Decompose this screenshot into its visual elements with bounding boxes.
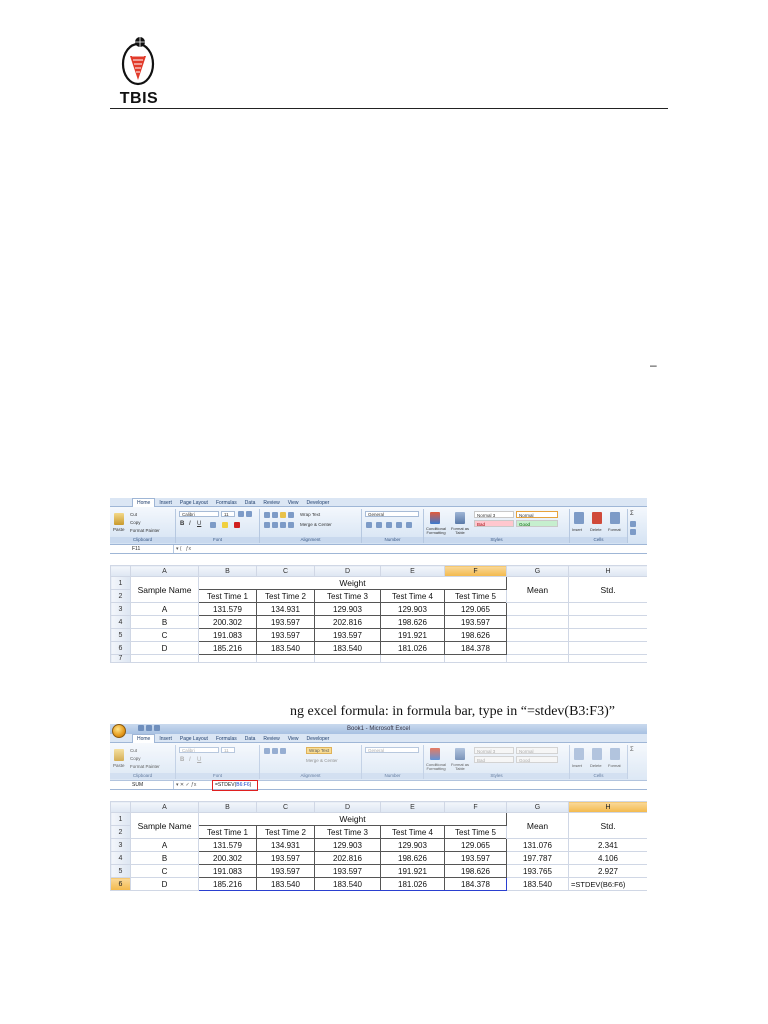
undo-icon[interactable] xyxy=(146,725,152,731)
sample-name-header[interactable]: Sample Name xyxy=(131,813,199,839)
value-cell[interactable]: 202.816 xyxy=(315,616,381,629)
cut-button[interactable]: Cut xyxy=(130,512,138,517)
value-cell[interactable]: 131.579 xyxy=(199,603,257,616)
format-button[interactable]: Format xyxy=(608,527,621,532)
table-row xyxy=(111,577,648,590)
row-header[interactable]: 6 xyxy=(111,878,131,891)
save-icon[interactable] xyxy=(138,725,144,731)
align-middle-icon[interactable] xyxy=(272,512,278,518)
value-cell[interactable]: 184.378 xyxy=(445,878,507,891)
delete-button[interactable]: Delete xyxy=(590,763,602,768)
tab-home[interactable]: Home xyxy=(132,734,155,743)
clipboard-group xyxy=(110,745,176,779)
excel-screenshot-2 xyxy=(110,724,647,906)
row-header[interactable]: 2 xyxy=(111,590,131,603)
style-bad[interactable]: Bad xyxy=(474,520,514,527)
paste-label: Paste xyxy=(113,763,125,768)
tab-view[interactable]: View xyxy=(287,736,299,742)
styles-label: Styles xyxy=(424,773,569,779)
window-title-bar xyxy=(110,724,647,734)
formula-prefix: =STDEV( xyxy=(215,782,237,788)
delete-cells-icon[interactable] xyxy=(592,512,602,524)
value-cell[interactable]: 200.302 xyxy=(199,852,257,865)
clear-icon[interactable] xyxy=(630,529,636,535)
orientation-icon[interactable] xyxy=(288,512,294,518)
ribbon xyxy=(110,507,647,545)
sample-name-cell[interactable]: C xyxy=(131,865,199,878)
value-cell[interactable]: 183.540 xyxy=(257,642,315,655)
test-time-header[interactable]: Test Time 2 xyxy=(257,826,315,839)
row-header[interactable]: 7 xyxy=(111,655,131,663)
mean-cell[interactable]: 131.076 xyxy=(507,839,569,852)
format-as-table-icon[interactable] xyxy=(455,748,465,760)
table-row xyxy=(111,852,648,865)
value-cell[interactable]: 183.540 xyxy=(315,642,381,655)
comma-icon[interactable] xyxy=(386,522,392,528)
table-row xyxy=(111,655,648,663)
test-time-header[interactable]: Test Time 1 xyxy=(199,590,257,603)
align-bottom-icon[interactable] xyxy=(280,512,286,518)
style-bad[interactable]: Bad xyxy=(474,756,514,763)
borders-icon[interactable] xyxy=(210,522,216,528)
format-as-table-button[interactable]: Format as Table xyxy=(450,762,469,771)
number-format-select[interactable]: General xyxy=(365,747,419,753)
value-cell[interactable]: 185.216 xyxy=(199,878,257,891)
value-cell[interactable]: 198.626 xyxy=(445,865,507,878)
tab-review[interactable]: Review xyxy=(263,736,280,742)
sample-name-cell[interactable]: A xyxy=(131,839,199,852)
cells-group xyxy=(570,509,628,543)
column-header-f[interactable]: F xyxy=(445,566,507,577)
select-all-corner[interactable] xyxy=(111,802,131,813)
column-header-e[interactable]: E xyxy=(381,566,445,577)
editing-group xyxy=(628,509,647,543)
mean-cell[interactable]: 197.787 xyxy=(507,852,569,865)
row-header[interactable]: 5 xyxy=(111,629,131,642)
shrink-font-icon[interactable] xyxy=(246,511,252,517)
empty-cell[interactable] xyxy=(257,655,315,663)
sample-name-cell[interactable]: C xyxy=(131,629,199,642)
grow-font-icon[interactable] xyxy=(238,511,244,517)
tab-data[interactable]: Data xyxy=(244,500,256,506)
cut-button[interactable]: Cut xyxy=(130,748,138,753)
merge-center-button[interactable]: Merge & Center xyxy=(300,522,332,527)
value-cell[interactable]: 198.626 xyxy=(381,852,445,865)
value-cell[interactable]: 193.597 xyxy=(257,616,315,629)
column-header-row xyxy=(111,566,648,577)
value-cell[interactable]: 131.579 xyxy=(199,839,257,852)
formula-input[interactable] xyxy=(212,545,258,554)
redo-icon[interactable] xyxy=(154,725,160,731)
alignment-group xyxy=(260,509,362,543)
formula-suffix: ) xyxy=(249,782,252,788)
name-box[interactable]: SUM xyxy=(110,781,174,789)
std-cell[interactable]: 4.106 xyxy=(569,852,648,865)
empty-cell[interactable] xyxy=(131,655,199,663)
row-header[interactable]: 4 xyxy=(111,852,131,865)
row-header[interactable]: 6 xyxy=(111,642,131,655)
font-label: Font xyxy=(176,773,259,779)
format-button[interactable]: Format xyxy=(608,763,621,768)
underline-icon[interactable]: U xyxy=(197,521,202,527)
sample-name-cell[interactable]: D xyxy=(131,642,199,655)
increase-decimal-icon[interactable] xyxy=(396,522,402,528)
bold-icon[interactable]: B xyxy=(180,757,185,763)
alignment-label: Alignment xyxy=(260,537,361,543)
table-row xyxy=(111,865,648,878)
tab-view[interactable]: View xyxy=(287,500,299,506)
row-header[interactable]: 3 xyxy=(111,839,131,852)
std-cell[interactable] xyxy=(569,642,648,655)
column-header-d[interactable]: D xyxy=(315,802,381,813)
header-divider xyxy=(110,108,668,109)
value-cell[interactable]: 185.216 xyxy=(199,642,257,655)
row-header[interactable]: 2 xyxy=(111,826,131,839)
fx-icons[interactable]: ▾ ✕ ✓ ƒx xyxy=(176,782,197,788)
empty-cell[interactable] xyxy=(199,655,257,663)
column-header-g[interactable]: G xyxy=(507,566,569,577)
sample-name-header[interactable]: Sample Name xyxy=(131,577,199,603)
font-size-select[interactable]: 11 xyxy=(221,511,235,517)
test-time-header[interactable]: Test Time 5 xyxy=(445,826,507,839)
copy-button[interactable]: Copy xyxy=(130,756,141,761)
column-header-b[interactable]: B xyxy=(199,566,257,577)
align-center-icon[interactable] xyxy=(272,522,278,528)
table-row xyxy=(111,813,648,826)
table-row xyxy=(111,603,648,616)
mean-cell[interactable] xyxy=(507,603,569,616)
test-time-header[interactable]: Test Time 3 xyxy=(315,590,381,603)
styles-label: Styles xyxy=(424,537,569,543)
fill-icon[interactable] xyxy=(630,521,636,527)
table-row xyxy=(111,616,648,629)
formula-bar xyxy=(110,545,647,554)
style-normal[interactable]: Normal xyxy=(516,747,558,754)
quick-access-toolbar xyxy=(130,725,170,733)
wrap-text-button[interactable]: Wrap Text xyxy=(306,747,332,754)
style-normal3[interactable]: Normal 3 xyxy=(474,511,514,518)
logo-emblem-icon xyxy=(116,34,160,90)
tab-page-layout[interactable]: Page Layout xyxy=(179,736,208,742)
column-header-a[interactable]: A xyxy=(131,566,199,577)
clipboard-label: Clipboard xyxy=(110,537,175,543)
test-time-header[interactable]: Test Time 1 xyxy=(199,826,257,839)
format-painter-button[interactable]: Format Painter xyxy=(130,764,160,769)
value-cell[interactable]: 198.626 xyxy=(381,616,445,629)
styles-group xyxy=(424,745,570,779)
sample-name-cell[interactable]: B xyxy=(131,852,199,865)
select-all-corner[interactable] xyxy=(111,566,131,577)
column-header-b[interactable]: B xyxy=(199,802,257,813)
number-group xyxy=(362,745,424,779)
font-group xyxy=(176,745,260,779)
paste-label: Paste xyxy=(113,527,125,532)
underline-icon[interactable]: U xyxy=(197,757,202,763)
italic-icon[interactable]: I xyxy=(189,521,191,527)
value-cell[interactable]: 129.903 xyxy=(315,603,381,616)
test-time-header[interactable]: Test Time 2 xyxy=(257,590,315,603)
value-cell[interactable]: 193.597 xyxy=(445,616,507,629)
test-time-header[interactable]: Test Time 3 xyxy=(315,826,381,839)
std-cell[interactable] xyxy=(569,616,648,629)
styles-group xyxy=(424,509,570,543)
column-header-c[interactable]: C xyxy=(257,566,315,577)
test-time-header[interactable]: Test Time 4 xyxy=(381,590,445,603)
mean-cell[interactable]: 183.540 xyxy=(507,878,569,891)
table-row xyxy=(111,629,648,642)
company-logo xyxy=(108,34,170,108)
cells-label: Cells xyxy=(570,773,627,779)
caption-text: ng excel formula: in formula bar, type in “=stdev(B3:F3)” xyxy=(290,704,615,719)
mean-header[interactable]: Mean xyxy=(507,813,569,839)
number-label: Number xyxy=(362,537,423,543)
font-group xyxy=(176,509,260,543)
style-normal[interactable]: Normal xyxy=(516,511,558,518)
sample-name-cell[interactable]: D xyxy=(131,878,199,891)
insert-button[interactable]: Insert xyxy=(572,527,583,532)
empty-cell[interactable] xyxy=(445,655,507,663)
value-cell[interactable]: 193.597 xyxy=(315,865,381,878)
conditional-formatting-icon[interactable] xyxy=(430,748,440,760)
value-cell[interactable]: 191.921 xyxy=(381,629,445,642)
value-cell[interactable]: 183.540 xyxy=(315,878,381,891)
test-time-header[interactable]: Test Time 5 xyxy=(445,590,507,603)
ribbon xyxy=(110,743,647,781)
test-time-header[interactable]: Test Time 4 xyxy=(381,826,445,839)
value-cell[interactable]: 193.597 xyxy=(257,865,315,878)
copy-button[interactable]: Copy xyxy=(130,520,141,525)
font-name-select[interactable]: Calibri xyxy=(179,747,219,753)
value-cell[interactable]: 193.597 xyxy=(257,852,315,865)
table-row xyxy=(111,642,648,655)
row-header[interactable]: 1 xyxy=(111,813,131,826)
align-top-icon[interactable] xyxy=(264,512,270,518)
value-cell[interactable]: 134.931 xyxy=(257,603,315,616)
mean-cell[interactable]: 193.765 xyxy=(507,865,569,878)
value-cell[interactable]: 129.903 xyxy=(381,839,445,852)
indent-icon[interactable] xyxy=(288,522,294,528)
value-cell[interactable]: 129.903 xyxy=(315,839,381,852)
column-header-h[interactable]: H xyxy=(569,802,648,813)
office-button-icon[interactable] xyxy=(112,724,126,738)
number-format-select[interactable]: General xyxy=(365,511,419,517)
font-label: Font xyxy=(176,537,259,543)
tab-insert[interactable]: Insert xyxy=(159,736,172,742)
value-cell[interactable]: 183.540 xyxy=(257,878,315,891)
autosum-icon[interactable]: Σ xyxy=(630,511,634,517)
sample-name-cell[interactable]: B xyxy=(131,616,199,629)
row-header[interactable]: 3 xyxy=(111,603,131,616)
empty-cell[interactable] xyxy=(315,655,381,663)
format-as-table-icon[interactable] xyxy=(455,512,465,524)
value-cell[interactable]: 129.903 xyxy=(381,603,445,616)
conditional-formatting-button[interactable]: Conditional Formatting xyxy=(425,762,446,771)
value-cell[interactable]: 191.921 xyxy=(381,865,445,878)
std-header[interactable]: Std. xyxy=(569,577,648,603)
alignment-label: Alignment xyxy=(260,773,361,779)
name-box[interactable]: F11 xyxy=(110,545,174,553)
mean-cell[interactable] xyxy=(507,642,569,655)
ribbon-tabs xyxy=(110,498,647,507)
mean-cell[interactable] xyxy=(507,629,569,642)
insert-cells-icon[interactable] xyxy=(574,748,584,760)
value-cell[interactable]: 202.816 xyxy=(315,852,381,865)
value-cell[interactable]: 191.083 xyxy=(199,865,257,878)
table-row xyxy=(111,878,648,891)
cells-label: Cells xyxy=(570,537,627,543)
window-title: Book1 - Microsoft Excel xyxy=(346,726,411,732)
value-cell[interactable]: 191.083 xyxy=(199,629,257,642)
std-cell[interactable] xyxy=(569,603,648,616)
value-cell[interactable]: 193.597 xyxy=(445,852,507,865)
value-cell[interactable]: 200.302 xyxy=(199,616,257,629)
std-cell[interactable]: =STDEV(B6:F6) xyxy=(569,878,648,891)
formula-range-ref: B6:F6 xyxy=(236,782,250,788)
conditional-formatting-icon[interactable] xyxy=(430,512,440,524)
stray-dash: – xyxy=(650,358,657,372)
value-cell[interactable]: 184.378 xyxy=(445,642,507,655)
row-header[interactable]: 4 xyxy=(111,616,131,629)
autosum-icon[interactable]: Σ xyxy=(630,747,634,753)
align-top-icon[interactable] xyxy=(264,748,270,754)
spreadsheet-grid-2 xyxy=(110,801,647,891)
number-group xyxy=(362,509,424,543)
tab-home[interactable]: Home xyxy=(132,498,155,507)
empty-cell[interactable] xyxy=(507,655,569,663)
style-good[interactable]: Good xyxy=(516,756,558,763)
tab-review[interactable]: Review xyxy=(263,500,280,506)
font-size-select[interactable]: 11 xyxy=(221,747,235,753)
insert-cells-icon[interactable] xyxy=(574,512,584,524)
formula-bar xyxy=(110,781,647,790)
column-header-row xyxy=(111,802,648,813)
delete-cells-icon[interactable] xyxy=(592,748,602,760)
column-header-h[interactable]: H xyxy=(569,566,648,577)
sample-name-cell[interactable]: A xyxy=(131,603,199,616)
column-header-d[interactable]: D xyxy=(315,566,381,577)
mean-header[interactable]: Mean xyxy=(507,577,569,603)
style-good[interactable]: Good xyxy=(516,520,558,527)
tab-page-layout[interactable]: Page Layout xyxy=(179,500,208,506)
font-name-select[interactable]: Calibri xyxy=(179,511,219,517)
editing-group xyxy=(628,745,647,779)
align-right-icon[interactable] xyxy=(280,522,286,528)
excel-screenshot-1 xyxy=(110,498,647,664)
delete-button[interactable]: Delete xyxy=(590,527,602,532)
value-cell[interactable]: 193.597 xyxy=(315,629,381,642)
std-header[interactable]: Std. xyxy=(569,813,648,839)
clipboard-group xyxy=(110,509,176,543)
font-color-icon[interactable] xyxy=(234,522,240,528)
std-cell[interactable]: 2.927 xyxy=(569,865,648,878)
italic-icon[interactable]: I xyxy=(189,757,191,763)
table-row xyxy=(111,839,648,852)
paste-icon[interactable] xyxy=(114,749,124,761)
empty-cell[interactable] xyxy=(381,655,445,663)
decrease-decimal-icon[interactable] xyxy=(406,522,412,528)
column-header-e[interactable]: E xyxy=(381,802,445,813)
weight-header[interactable]: Weight xyxy=(199,813,507,826)
value-cell[interactable]: 129.065 xyxy=(445,839,507,852)
ribbon-tabs xyxy=(110,734,647,743)
bold-icon[interactable]: B xyxy=(180,521,185,527)
percent-icon[interactable] xyxy=(376,522,382,528)
weight-header[interactable]: Weight xyxy=(199,577,507,590)
align-bottom-icon[interactable] xyxy=(280,748,286,754)
insert-button[interactable]: Insert xyxy=(572,763,583,768)
align-left-icon[interactable] xyxy=(264,522,270,528)
value-cell[interactable]: 129.065 xyxy=(445,603,507,616)
column-header-c[interactable]: C xyxy=(257,802,315,813)
number-label: Number xyxy=(362,773,423,779)
align-middle-icon[interactable] xyxy=(272,748,278,754)
tab-data[interactable]: Data xyxy=(244,736,256,742)
alignment-group xyxy=(260,745,362,779)
fill-color-icon[interactable] xyxy=(222,522,228,528)
conditional-formatting-button[interactable]: Conditional Formatting xyxy=(425,526,446,535)
style-normal3[interactable]: Normal 3 xyxy=(474,747,514,754)
tab-developer[interactable]: Developer xyxy=(306,736,330,742)
row-header[interactable]: 1 xyxy=(111,577,131,590)
fx-icon[interactable]: ▾ ( ƒx xyxy=(176,546,192,552)
format-painter-button[interactable]: Format Painter xyxy=(130,528,160,533)
format-cells-icon[interactable] xyxy=(610,512,620,524)
std-cell[interactable]: 2.341 xyxy=(569,839,648,852)
formula-input[interactable] xyxy=(212,780,258,791)
value-cell[interactable]: 181.026 xyxy=(381,642,445,655)
column-header-a[interactable]: A xyxy=(131,802,199,813)
tab-formulas[interactable]: Formulas xyxy=(215,736,237,742)
cells-group xyxy=(570,745,628,779)
mean-cell[interactable] xyxy=(507,616,569,629)
wrap-text-button[interactable]: Wrap Text xyxy=(300,512,321,517)
column-header-g[interactable]: G xyxy=(507,802,569,813)
paste-icon[interactable] xyxy=(114,513,124,525)
logo-text: TBIS xyxy=(119,90,159,107)
currency-icon[interactable] xyxy=(366,522,372,528)
value-cell[interactable]: 198.626 xyxy=(445,629,507,642)
value-cell[interactable]: 181.026 xyxy=(381,878,445,891)
value-cell[interactable]: 134.931 xyxy=(257,839,315,852)
value-cell[interactable]: 193.597 xyxy=(257,629,315,642)
merge-center-button[interactable]: Merge & Center xyxy=(306,758,338,763)
std-cell[interactable] xyxy=(569,629,648,642)
tab-formulas[interactable]: Formulas xyxy=(215,500,237,506)
format-cells-icon[interactable] xyxy=(610,748,620,760)
format-as-table-button[interactable]: Format as Table xyxy=(450,526,469,535)
clipboard-label: Clipboard xyxy=(110,773,175,779)
tab-developer[interactable]: Developer xyxy=(306,500,330,506)
spreadsheet-grid-1 xyxy=(110,565,647,663)
column-header-f[interactable]: F xyxy=(445,802,507,813)
tab-insert[interactable]: Insert xyxy=(159,500,172,506)
row-header[interactable]: 5 xyxy=(111,865,131,878)
empty-cell[interactable] xyxy=(569,655,648,663)
